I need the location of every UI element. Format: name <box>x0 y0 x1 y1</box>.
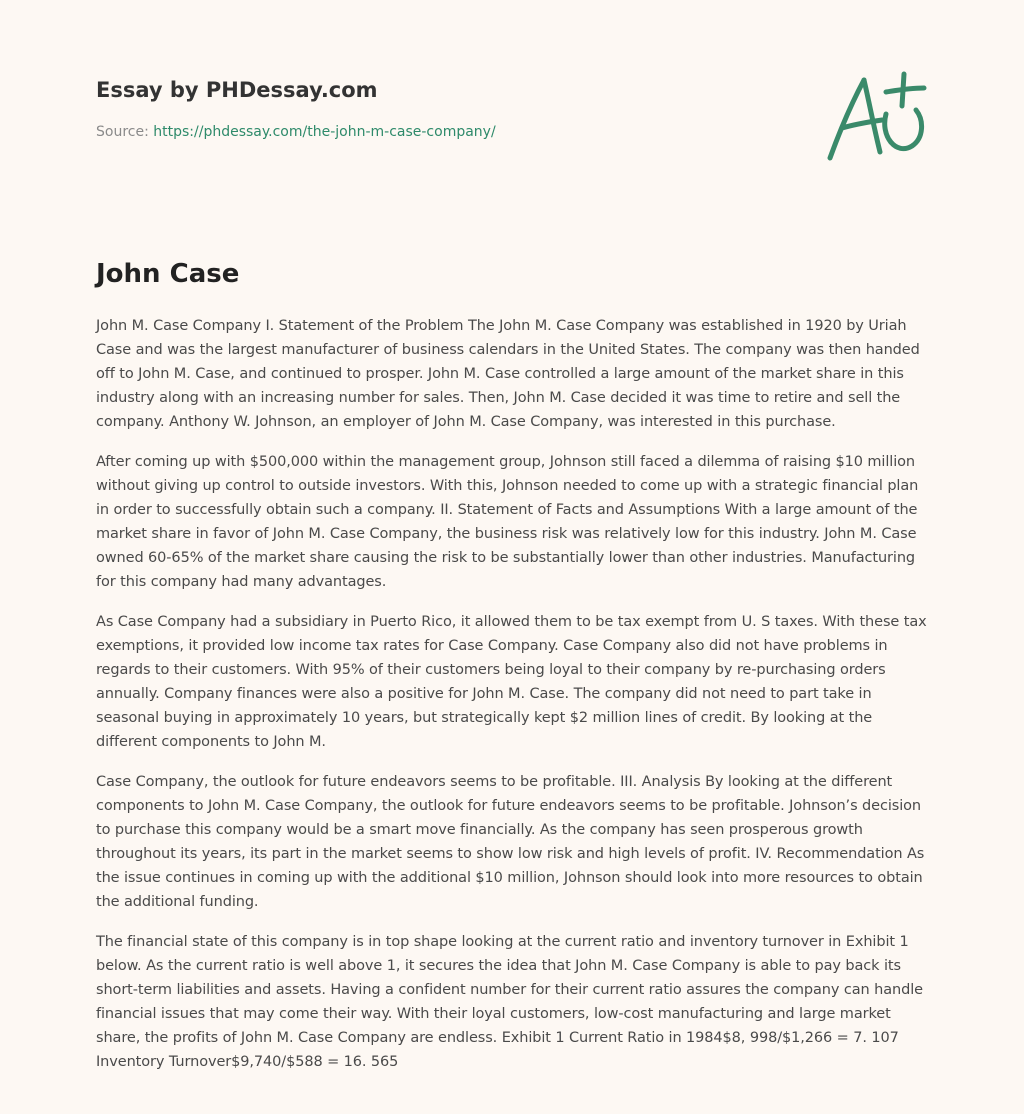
paragraph: Case Company, the outlook for future endeavors seems to be profitable. III. Analysis By looking at the different components to John M. Case Company, the outlook for future endeavors seems to be profitable. Johnson’s decision to purchase this company would be a smart move financially. As the company has seen prosperous growth throughout its years, its part in the market seems to show low risk and high levels of profit. IV. Recommendation As the issue continues in coming up with the additional $10 million, Johnson should look into more resources to obtain the additional funding. <box>96 774 925 910</box>
paragraph: The financial state of this company is in top shape looking at the current ratio and inventory turnover in Exhibit 1 below. As the current ratio is well above 1, it secures the idea that John M. Case Company is able to pay back its short-term liabilities and assets. Having a confident number for their current ratio assures the company can handle financial issues that may come their way. With their loyal customers, low-cost manufacturing and large market share, the profits of John M. Case Company are endless. Exhibit 1 Current Ratio in 1984$8, 998/$1,266 = 7. 107 Inventory Turnover$9,740/$588 = 16. 565 <box>96 934 923 1070</box>
source-link[interactable]: https://phdessay.com/the-john-m-case-company/ <box>153 124 496 140</box>
document-title: John Case <box>96 259 240 289</box>
source-line <box>96 122 716 142</box>
site-title: Essay by PHDessay.com <box>96 78 378 102</box>
source-label: Source: <box>96 124 149 140</box>
paragraph: John M. Case Company I. Statement of the Problem The John M. Case Company was established in 1920 by Uriah Case and was the largest manufacturer of business calendars in the United States. The company was then handed off to John M. Case, and continued to prosper. John M. Case controlled a large amount of the market share in this industry along with an increasing number for sales. Then, John M. Case decided it was time to retire and sell the company. Anthony W. Johnson, an employer of John M. Case Company, was interested in this purchase. <box>96 318 920 430</box>
document-body <box>96 314 930 1090</box>
page-header <box>96 76 716 142</box>
paragraph: As Case Company had a subsidiary in Puerto Rico, it allowed them to be tax exempt from U. S taxes. With these tax exemptions, it provided low income tax rates for Case Company. Case Company also did not have problems in regards to their customers. With 95% of their customers being loyal to their company by re-purchasing orders annually. Company finances were also a positive for John M. Case. The company did not need to part take in seasonal buying in approximately 10 years, but strategically kept $2 million lines of credit. By looking at the different components to John M. <box>96 614 927 750</box>
a-plus-logo-icon <box>820 66 930 166</box>
paragraph: After coming up with $500,000 within the management group, Johnson still faced a dilemma of raising $10 million without giving up control to outside investors. With this, Johnson needed to come up with a strategic financial plan in order to successfully obtain such a company. II. Statement of Facts and Assumptions With a large amount of the market share in favor of John M. Case Company, the business risk was relatively low for this industry. John M. Case owned 60-65% of the market share causing the risk to be substantially lower than other industries. Manufacturing for this company had many advantages. <box>96 454 919 590</box>
